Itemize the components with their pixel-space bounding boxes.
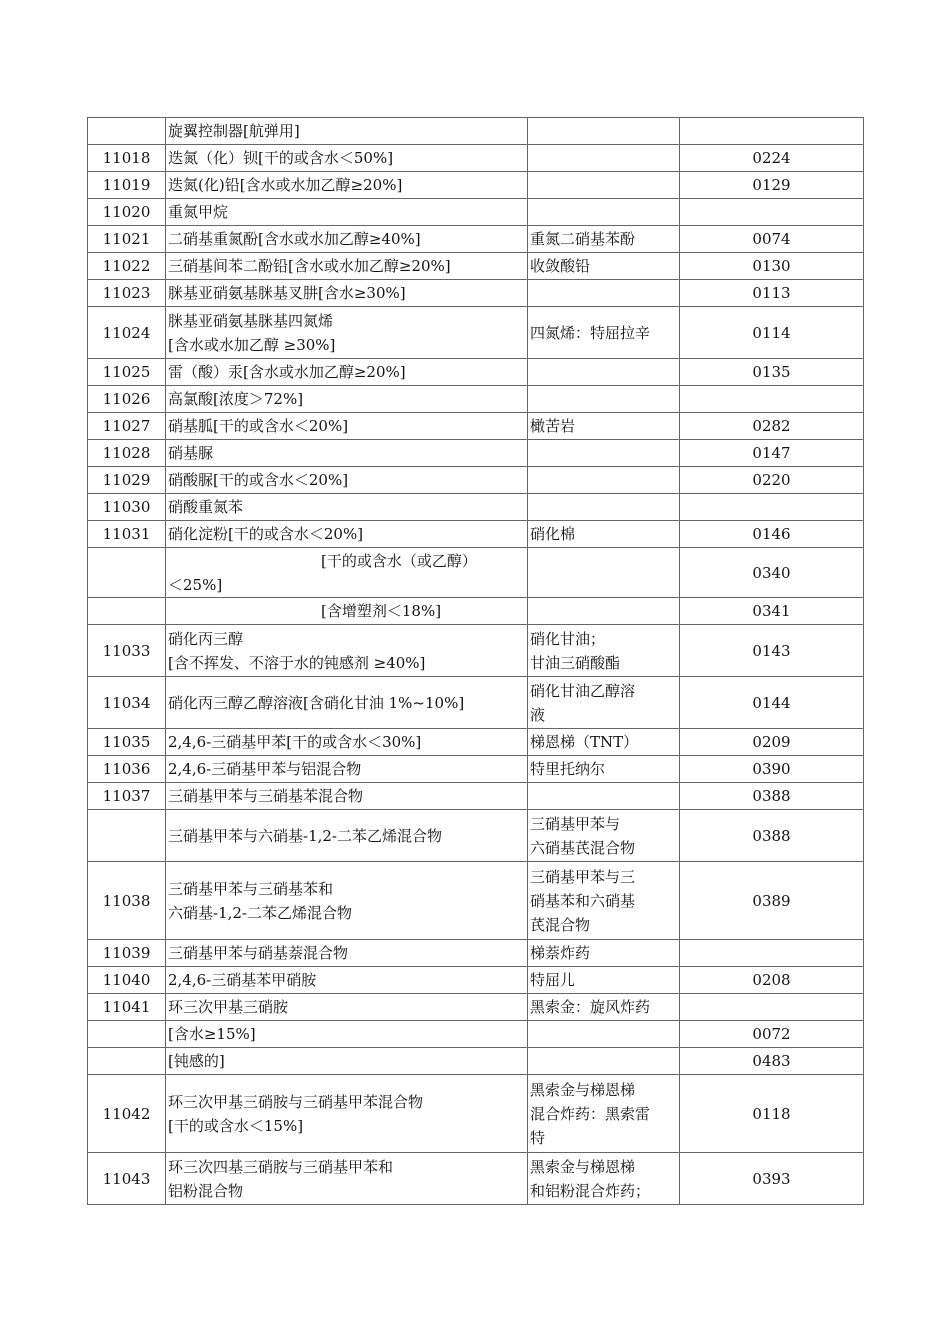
row-un-number: 0113	[680, 280, 864, 307]
row-un-number: 0146	[680, 521, 864, 548]
row-name: 硝化丙三醇 [含不挥发、不溶于水的钝感剂 ≥40%]	[166, 625, 528, 677]
row-alias: 特里托纳尔	[528, 756, 680, 783]
table-row	[88, 413, 864, 440]
row-number: 11021	[88, 226, 166, 253]
row-name: [钝感的]	[166, 1048, 528, 1075]
row-number: 11022	[88, 253, 166, 280]
row-name: 迭氮（化）钡[干的或含水＜50%]	[166, 145, 528, 172]
row-name: 硝化淀粉[干的或含水＜20%]	[166, 521, 528, 548]
row-number: 11026	[88, 386, 166, 413]
table-row	[88, 1048, 864, 1075]
row-name: 脒基亚硝氨基脒基四氮烯 [含水或水加乙醇 ≥30%]	[166, 307, 528, 359]
table-row	[88, 862, 864, 940]
row-number: 11031	[88, 521, 166, 548]
row-un-number: 0130	[680, 253, 864, 280]
row-number: 11043	[88, 1153, 166, 1205]
table-row	[88, 467, 864, 494]
row-number: 11029	[88, 467, 166, 494]
table-row	[88, 1021, 864, 1048]
row-number: 11038	[88, 862, 166, 940]
row-alias	[528, 783, 680, 810]
table-row	[88, 598, 864, 625]
row-alias	[528, 172, 680, 199]
row-name: 硝酸脲[干的或含水＜20%]	[166, 467, 528, 494]
row-un-number: 0282	[680, 413, 864, 440]
row-alias: 梯萘炸药	[528, 940, 680, 967]
row-alias: 硝化棉	[528, 521, 680, 548]
row-number: 11027	[88, 413, 166, 440]
row-un-number: 0341	[680, 598, 864, 625]
row-un-number	[680, 940, 864, 967]
row-name: 三硝基甲苯与硝基萘混合物	[166, 940, 528, 967]
row-un-number: 0074	[680, 226, 864, 253]
row-un-number: 0393	[680, 1153, 864, 1205]
row-alias	[528, 145, 680, 172]
row-name: 迭氮(化)铅[含水或水加乙醇≥20%]	[166, 172, 528, 199]
table-row	[88, 280, 864, 307]
row-alias	[528, 359, 680, 386]
row-un-number: 0483	[680, 1048, 864, 1075]
table-body	[88, 118, 864, 1205]
row-name: 环三次甲基三硝胺与三硝基甲苯混合物 [干的或含水＜15%]	[166, 1075, 528, 1153]
row-alias: 三硝基甲苯与 六硝基芪混合物	[528, 810, 680, 862]
table-row	[88, 386, 864, 413]
row-un-number: 0144	[680, 677, 864, 729]
row-number	[88, 598, 166, 625]
row-alias: 四氮烯：特屈拉辛	[528, 307, 680, 359]
row-number: 11018	[88, 145, 166, 172]
table-row	[88, 783, 864, 810]
row-un-number	[680, 199, 864, 226]
table-row	[88, 967, 864, 994]
row-alias: 重氮二硝基苯酚	[528, 226, 680, 253]
table-row	[88, 145, 864, 172]
row-alias: 三硝基甲苯与三 硝基苯和六硝基 芪混合物	[528, 862, 680, 940]
row-number: 11040	[88, 967, 166, 994]
row-un-number: 0135	[680, 359, 864, 386]
row-alias	[528, 1048, 680, 1075]
row-un-number: 0143	[680, 625, 864, 677]
row-un-number: 0114	[680, 307, 864, 359]
row-name: 二硝基重氮酚[含水或水加乙醇≥40%]	[166, 226, 528, 253]
table-row	[88, 226, 864, 253]
row-name: 三硝基甲苯与六硝基-1,2-二苯乙烯混合物	[166, 810, 528, 862]
table-row	[88, 307, 864, 359]
row-alias	[528, 440, 680, 467]
row-number: 11024	[88, 307, 166, 359]
table-row	[88, 940, 864, 967]
row-un-number: 0340	[680, 548, 864, 598]
row-name: 三硝基甲苯与三硝基苯和 六硝基-1,2-二苯乙烯混合物	[166, 862, 528, 940]
row-name: 硝基脲	[166, 440, 528, 467]
row-number: 11037	[88, 783, 166, 810]
row-name: 2,4,6-三硝基甲苯[干的或含水＜30%]	[166, 729, 528, 756]
row-number	[88, 118, 166, 145]
row-un-number: 0118	[680, 1075, 864, 1153]
row-name: 三硝基间苯二酚铅[含水或水加乙醇≥20%]	[166, 253, 528, 280]
row-number: 11030	[88, 494, 166, 521]
row-un-number: 0390	[680, 756, 864, 783]
table-row	[88, 994, 864, 1021]
row-un-number	[680, 386, 864, 413]
row-number	[88, 1021, 166, 1048]
table-row	[88, 521, 864, 548]
row-name: 高氯酸[浓度＞72%]	[166, 386, 528, 413]
table-row	[88, 440, 864, 467]
table-row	[88, 253, 864, 280]
row-alias	[528, 1021, 680, 1048]
table-row	[88, 1153, 864, 1205]
row-number: 11039	[88, 940, 166, 967]
row-un-number	[680, 994, 864, 1021]
row-un-number: 0389	[680, 862, 864, 940]
table-row	[88, 199, 864, 226]
row-name: 重氮甲烷	[166, 199, 528, 226]
row-name: [含水≥15%]	[166, 1021, 528, 1048]
row-number: 11020	[88, 199, 166, 226]
row-name: 硝酸重氮苯	[166, 494, 528, 521]
row-name: 环三次甲基三硝胺	[166, 994, 528, 1021]
row-number	[88, 548, 166, 598]
row-un-number: 0224	[680, 145, 864, 172]
row-number: 11036	[88, 756, 166, 783]
row-number: 11042	[88, 1075, 166, 1153]
row-alias: 特屈儿	[528, 967, 680, 994]
row-number: 11023	[88, 280, 166, 307]
table-row	[88, 810, 864, 862]
row-alias	[528, 494, 680, 521]
row-alias	[528, 386, 680, 413]
row-number: 11041	[88, 994, 166, 1021]
row-un-number: 0147	[680, 440, 864, 467]
row-number	[88, 810, 166, 862]
row-alias: 黑索金与梯恩梯 混合炸药：黑索雷 特	[528, 1075, 680, 1153]
row-un-number	[680, 494, 864, 521]
row-alias	[528, 598, 680, 625]
row-alias	[528, 118, 680, 145]
row-un-number: 0072	[680, 1021, 864, 1048]
row-number: 11034	[88, 677, 166, 729]
table-row	[88, 756, 864, 783]
row-alias	[528, 280, 680, 307]
row-name: 2,4,6-三硝基甲苯与铝混合物	[166, 756, 528, 783]
row-name: 环三次四基三硝胺与三硝基甲苯和 铝粉混合物	[166, 1153, 528, 1205]
row-name: 脒基亚硝氨基脒基叉肼[含水≥30%]	[166, 280, 528, 307]
row-name: [含增塑剂＜18%]	[166, 598, 528, 625]
row-number	[88, 1048, 166, 1075]
table-row	[88, 359, 864, 386]
row-alias	[528, 199, 680, 226]
row-name: [干的或含水（或乙醇） ＜25%]	[166, 548, 528, 598]
row-un-number: 0220	[680, 467, 864, 494]
row-number: 11033	[88, 625, 166, 677]
row-un-number: 0388	[680, 783, 864, 810]
row-name: 雷（酸）汞[含水或水加乙醇≥20%]	[166, 359, 528, 386]
row-alias: 梯恩梯（TNT）	[528, 729, 680, 756]
table-row	[88, 625, 864, 677]
row-alias: 黑索金：旋风炸药	[528, 994, 680, 1021]
row-alias	[528, 548, 680, 598]
row-number: 11025	[88, 359, 166, 386]
row-alias	[528, 467, 680, 494]
row-name: 三硝基甲苯与三硝基苯混合物	[166, 783, 528, 810]
table-row	[88, 494, 864, 521]
row-name: 硝化丙三醇乙醇溶液[含硝化甘油 1%~10%]	[166, 677, 528, 729]
row-un-number: 0388	[680, 810, 864, 862]
row-name: 旋翼控制器[航弹用]	[166, 118, 528, 145]
row-name: 硝基胍[干的或含水＜20%]	[166, 413, 528, 440]
row-un-number	[680, 118, 864, 145]
row-un-number: 0208	[680, 967, 864, 994]
row-alias: 橄苦岩	[528, 413, 680, 440]
table-row	[88, 548, 864, 598]
row-name: 2,4,6-三硝基苯甲硝胺	[166, 967, 528, 994]
row-un-number: 0209	[680, 729, 864, 756]
row-number: 11019	[88, 172, 166, 199]
table-row	[88, 729, 864, 756]
table-row	[88, 118, 864, 145]
row-alias: 硝化甘油； 甘油三硝酸酯	[528, 625, 680, 677]
row-number: 11035	[88, 729, 166, 756]
row-alias: 收敛酸铅	[528, 253, 680, 280]
dangerous-goods-table	[87, 117, 864, 1205]
table-row	[88, 677, 864, 729]
row-number: 11028	[88, 440, 166, 467]
table-row	[88, 1075, 864, 1153]
row-un-number: 0129	[680, 172, 864, 199]
row-alias: 黑索金与梯恩梯 和铝粉混合炸药；	[528, 1153, 680, 1205]
table-row	[88, 172, 864, 199]
row-alias: 硝化甘油乙醇溶 液	[528, 677, 680, 729]
